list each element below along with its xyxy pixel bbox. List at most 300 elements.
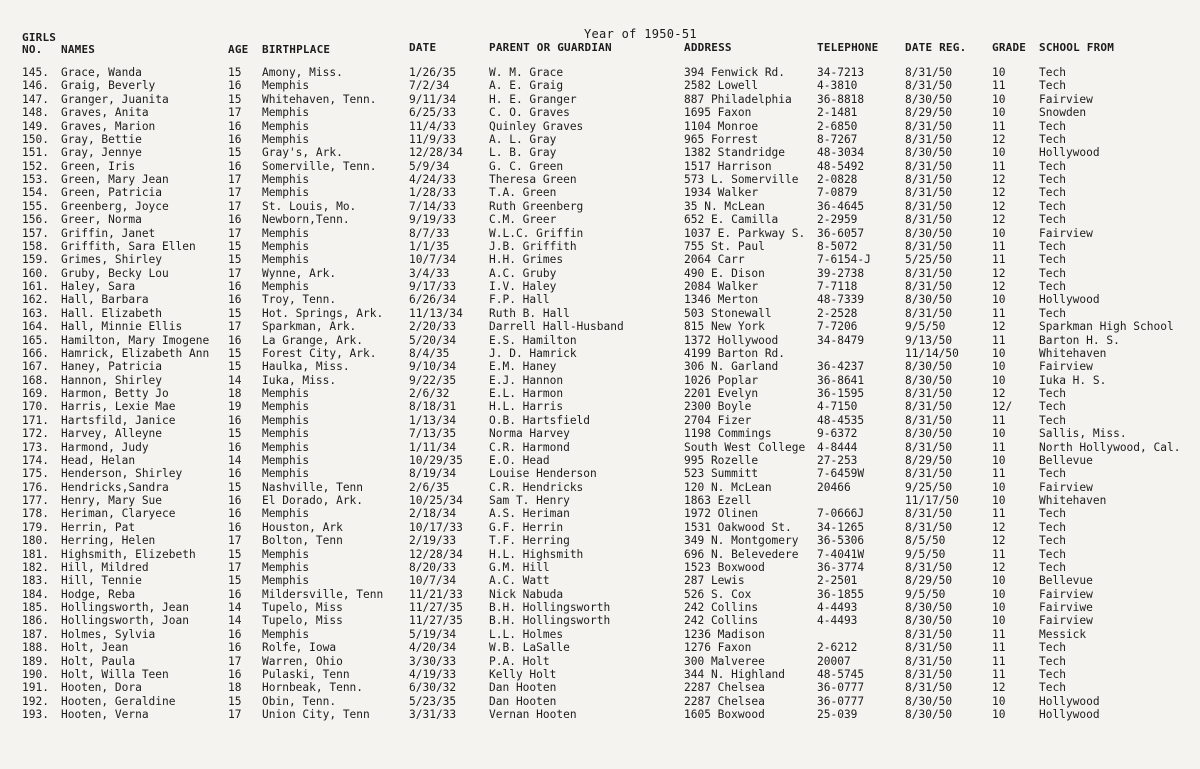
student-telephone: 48-4535 (817, 413, 865, 427)
student-school-from: Tech (1039, 266, 1066, 280)
student-age: 15 (228, 427, 242, 441)
student-age: 16 (228, 280, 242, 293)
student-telephone: 36-1855 (817, 587, 865, 601)
student-number: 193. (22, 708, 49, 721)
student-number: 170. (22, 400, 49, 414)
student-birthdate: 11/13/34 (409, 306, 463, 320)
student-grade: 10 (992, 601, 1006, 614)
student-number: 149. (22, 119, 49, 133)
table-row (0, 320, 1200, 333)
student-grade: 11 (992, 119, 1006, 133)
table-row (0, 561, 1200, 574)
student-birthplace: Pulaski, Tenn (262, 667, 350, 681)
student-grade: 12 (992, 266, 1006, 280)
student-name: Granger, Juanita (61, 92, 169, 106)
student-parent: B.H. Hollingsworth (489, 614, 611, 628)
student-birthplace: Memphis (262, 574, 310, 588)
student-date-reg: 8/29/50 (905, 453, 953, 467)
student-school-from: Hollywood (1039, 708, 1100, 721)
student-date-reg: 8/30/50 (905, 226, 953, 240)
student-telephone: 2-6850 (817, 119, 858, 133)
table-row (0, 708, 1200, 721)
student-grade: 11 (992, 440, 1006, 454)
student-address: 2084 Walker (684, 280, 759, 293)
student-date-reg: 8/31/50 (905, 66, 953, 79)
student-parent: A. E. Graig (489, 79, 564, 93)
header-date: DATE (409, 41, 437, 54)
student-school-from: Fairview (1039, 226, 1093, 240)
student-number: 181. (22, 547, 49, 561)
student-grade: 10 (992, 360, 1006, 374)
student-birthplace: Memphis (262, 507, 310, 521)
student-parent: E.L. Harmon (489, 387, 564, 400)
table-row (0, 454, 1200, 467)
student-number: 188. (22, 641, 49, 655)
student-number: 148. (22, 106, 49, 120)
student-parent: Dan Hooten (489, 681, 557, 695)
table-row (0, 213, 1200, 226)
student-telephone: 36-6057 (817, 226, 865, 240)
student-address: 1037 E. Parkway S. (684, 226, 806, 240)
student-telephone: 2-2959 (817, 213, 858, 227)
student-birthplace: Houston, Ark (262, 520, 343, 534)
student-school-from: Tech (1039, 654, 1066, 668)
student-telephone: 36-0777 (817, 694, 865, 708)
student-birthplace: Memphis (262, 239, 310, 253)
student-name: Hill, Mildred (61, 560, 149, 574)
student-school-from: Fairview (1039, 360, 1093, 374)
table-row (0, 374, 1200, 387)
student-parent: T.F. Herring (489, 534, 570, 548)
student-number: 164. (22, 320, 49, 334)
student-date-reg: 8/31/50 (905, 387, 953, 400)
student-name: Hollingsworth, Joan (61, 614, 189, 628)
student-parent: Vernan Hooten (489, 708, 577, 721)
student-telephone: 25-039 (817, 708, 858, 721)
student-age: 16 (228, 79, 242, 93)
student-birthdate: 12/28/34 (409, 547, 463, 561)
student-telephone: 2-2501 (817, 574, 858, 588)
student-grade: 11 (992, 654, 1006, 668)
header-age: AGE (228, 43, 249, 56)
student-name: Green, Iris (61, 159, 136, 173)
student-birthdate: 10/7/34 (409, 253, 457, 267)
student-name: Greenberg, Joyce (61, 199, 169, 213)
student-parent: H.H. Grimes (489, 253, 564, 267)
student-name: Graves, Anita (61, 106, 149, 120)
student-number: 150. (22, 132, 49, 146)
student-address: 1346 Merton (684, 293, 759, 307)
student-school-from: Tech (1039, 280, 1066, 293)
student-address: 2064 Carr (684, 253, 745, 267)
table-row (0, 614, 1200, 627)
student-parent: Ruth Greenberg (489, 199, 584, 213)
student-address: 1863 Ezell (684, 494, 752, 507)
student-school-from: Tech (1039, 520, 1066, 534)
header-telephone: TELEPHONE (817, 41, 879, 54)
student-birthdate: 4/20/34 (409, 641, 457, 655)
student-telephone: 34-1265 (817, 520, 865, 534)
student-number: 189. (22, 654, 49, 668)
student-address: 1198 Commings (684, 427, 772, 441)
student-address: 349 N. Montgomery (684, 534, 799, 548)
student-grade: 12 (992, 132, 1006, 146)
student-parent: Dan Hooten (489, 694, 557, 708)
student-parent: E.M. Haney (489, 360, 557, 374)
table-row (0, 387, 1200, 400)
student-address: 965 Forrest (684, 132, 759, 146)
student-age: 14 (228, 453, 242, 467)
student-name: Hamilton, Mary Imogene (61, 333, 210, 347)
student-school-from: Tech (1039, 199, 1066, 213)
student-birthplace: Forest City, Ark. (262, 346, 377, 360)
student-birthplace: Haulka, Miss. (262, 360, 350, 374)
student-number: 161. (22, 280, 49, 293)
student-age: 15 (228, 574, 242, 588)
student-school-from: Hollywood (1039, 694, 1100, 708)
student-date-reg: 8/31/50 (905, 627, 953, 641)
student-number: 175. (22, 467, 49, 481)
student-parent: H.L. Highsmith (489, 547, 584, 561)
student-telephone: 7-7118 (817, 280, 858, 293)
student-birthplace: Whitehaven, Tenn. (262, 92, 377, 106)
student-name: Hill, Tennie (61, 574, 142, 588)
student-school-from: Tech (1039, 186, 1066, 200)
student-telephone: 9-6372 (817, 427, 858, 441)
student-number: 180. (22, 534, 49, 548)
student-school-from: Tech (1039, 66, 1066, 79)
student-number: 147. (22, 92, 49, 106)
student-telephone: 48-5745 (817, 667, 865, 681)
student-telephone: 34-8479 (817, 333, 865, 347)
student-address: 300 Malveree (684, 654, 765, 668)
student-birthdate: 1/11/34 (409, 440, 457, 454)
student-age: 16 (228, 587, 242, 601)
student-birthdate: 3/30/33 (409, 654, 457, 668)
student-number: 176. (22, 480, 49, 494)
student-number: 157. (22, 226, 49, 240)
student-parent: Darrell Hall-Husband (489, 320, 624, 334)
student-birthdate: 2/20/33 (409, 320, 457, 334)
student-address: 523 Summitt (684, 467, 759, 481)
student-address: 1372 Hollywood (684, 333, 779, 347)
student-birthdate: 6/25/33 (409, 106, 457, 120)
student-school-from: Messick (1039, 627, 1087, 641)
student-grade: 11 (992, 413, 1006, 427)
student-birthdate: 7/13/35 (409, 427, 457, 441)
student-grade: 10 (992, 494, 1006, 507)
student-date-reg: 8/31/50 (905, 132, 953, 146)
header-names: NAMES (61, 43, 96, 56)
table-row (0, 253, 1200, 266)
student-birthdate: 8/20/33 (409, 560, 457, 574)
student-grade: 10 (992, 373, 1006, 387)
student-date-reg: 8/31/50 (905, 560, 953, 574)
student-birthplace: Memphis (262, 186, 310, 200)
header-grade: GRADE (992, 41, 1027, 54)
table-row (0, 120, 1200, 133)
student-birthdate: 7/14/33 (409, 199, 457, 213)
student-date-reg: 8/30/50 (905, 601, 953, 614)
table-row (0, 106, 1200, 119)
student-grade: 12 (992, 213, 1006, 227)
student-name: Hodge, Reba (61, 587, 136, 601)
year-title: Year of 1950-51 (584, 27, 697, 41)
student-birthdate: 8/4/35 (409, 346, 450, 360)
student-address: 2201 Evelyn (684, 387, 759, 400)
student-grade: 10 (992, 293, 1006, 307)
student-grade: 11 (992, 159, 1006, 173)
student-telephone: 2-0828 (817, 173, 858, 186)
table-row (0, 240, 1200, 253)
student-address: 1236 Madison (684, 627, 765, 641)
student-telephone: 34-7213 (817, 66, 865, 79)
student-name: Green, Patricia (61, 186, 163, 200)
student-birthplace: Memphis (262, 400, 310, 414)
student-name: Graves, Marion (61, 119, 156, 133)
student-address: 120 N. McLean (684, 480, 772, 494)
student-parent: J. D. Hamrick (489, 346, 577, 360)
student-name: Hall, Minnie Ellis (61, 320, 183, 334)
student-date-reg: 9/5/50 (905, 547, 946, 561)
student-grade: 10 (992, 146, 1006, 160)
student-school-from: Tech (1039, 641, 1066, 655)
student-date-reg: 8/30/50 (905, 293, 953, 307)
student-birthdate: 8/7/33 (409, 226, 450, 240)
student-telephone: 48-3034 (817, 146, 865, 160)
table-row (0, 548, 1200, 561)
student-date-reg: 8/5/50 (905, 534, 946, 548)
student-name: Greer, Norma (61, 213, 142, 227)
student-telephone: 4-7150 (817, 400, 858, 414)
student-birthdate: 2/6/32 (409, 387, 450, 400)
student-date-reg: 8/30/50 (905, 373, 953, 387)
student-name: Holt, Willa Teen (61, 667, 169, 681)
student-age: 17 (228, 534, 242, 548)
student-age: 16 (228, 494, 242, 507)
student-birthplace: Memphis (262, 560, 310, 574)
student-telephone: 7-0666J (817, 507, 865, 521)
student-parent: G.M. Hill (489, 560, 550, 574)
student-age: 17 (228, 226, 242, 240)
student-grade: 11 (992, 239, 1006, 253)
table-row (0, 186, 1200, 199)
student-age: 15 (228, 239, 242, 253)
student-address: 1934 Walker (684, 186, 759, 200)
student-date-reg: 8/31/50 (905, 641, 953, 655)
student-age: 14 (228, 601, 242, 614)
student-birthplace: Tupelo, Miss (262, 601, 343, 614)
student-parent: C.R. Harmond (489, 440, 570, 454)
table-row (0, 574, 1200, 587)
student-school-from: Fairview (1039, 587, 1093, 601)
student-name: Hollingsworth, Jean (61, 601, 189, 614)
student-name: Griffin, Janet (61, 226, 156, 240)
student-birthplace: Bolton, Tenn (262, 534, 343, 548)
header-parent: PARENT OR GUARDIAN (489, 41, 612, 54)
student-grade: 11 (992, 547, 1006, 561)
table-row (0, 534, 1200, 547)
student-number: 182. (22, 560, 49, 574)
student-school-from: Tech (1039, 507, 1066, 521)
student-date-reg: 8/31/50 (905, 239, 953, 253)
student-date-reg: 8/31/50 (905, 467, 953, 481)
student-parent: G. C. Green (489, 159, 564, 173)
student-birthdate: 5/23/35 (409, 694, 457, 708)
student-birthdate: 11/4/33 (409, 119, 457, 133)
student-telephone: 4-3810 (817, 79, 858, 93)
table-row (0, 280, 1200, 293)
student-name: Green, Mary Jean (61, 173, 169, 186)
student-parent: P.A. Holt (489, 654, 550, 668)
student-number: 145. (22, 66, 49, 79)
student-birthplace: Memphis (262, 79, 310, 93)
table-row (0, 641, 1200, 654)
student-date-reg: 8/31/50 (905, 79, 953, 93)
student-birthplace: Nashville, Tenn (262, 480, 364, 494)
student-date-reg: 8/30/50 (905, 427, 953, 441)
student-address: 503 Stonewall (684, 306, 772, 320)
student-address: 815 New York (684, 320, 765, 334)
student-date-reg: 9/5/50 (905, 320, 946, 334)
student-age: 14 (228, 614, 242, 628)
student-address: 755 St. Paul (684, 239, 765, 253)
student-school-from: Tech (1039, 667, 1066, 681)
student-number: 187. (22, 627, 49, 641)
student-birthdate: 2/18/34 (409, 507, 457, 521)
student-number: 166. (22, 346, 49, 360)
student-number: 178. (22, 507, 49, 521)
student-age: 17 (228, 199, 242, 213)
student-birthplace: Newborn,Tenn. (262, 213, 350, 227)
student-name: Highsmith, Elizebeth (61, 547, 196, 561)
student-age: 15 (228, 253, 242, 267)
student-parent: W.L.C. Griffin (489, 226, 584, 240)
student-birthplace: Somerville, Tenn. (262, 159, 377, 173)
student-birthplace: El Dorado, Ark. (262, 494, 364, 507)
student-birthdate: 9/19/33 (409, 213, 457, 227)
student-school-from: Tech (1039, 681, 1066, 695)
student-parent: A. L. Gray (489, 132, 557, 146)
student-birthdate: 5/9/34 (409, 159, 450, 173)
student-telephone: 36-4645 (817, 199, 865, 213)
student-birthdate: 10/7/34 (409, 574, 457, 588)
student-birthdate: 2/19/33 (409, 534, 457, 548)
student-birthdate: 4/19/33 (409, 667, 457, 681)
student-date-reg: 8/31/50 (905, 413, 953, 427)
student-date-reg: 5/25/50 (905, 253, 953, 267)
student-parent: Ruth B. Hall (489, 306, 570, 320)
student-grade: 10 (992, 66, 1006, 79)
student-name: Griffith, Sara Ellen (61, 239, 196, 253)
student-number: 174. (22, 453, 49, 467)
student-age: 15 (228, 146, 242, 160)
student-birthplace: Memphis (262, 226, 310, 240)
student-age: 17 (228, 173, 242, 186)
student-school-from: Tech (1039, 213, 1066, 227)
student-grade: 11 (992, 467, 1006, 481)
student-grade: 10 (992, 694, 1006, 708)
table-row (0, 133, 1200, 146)
student-date-reg: 8/29/50 (905, 106, 953, 120)
student-birthplace: Memphis (262, 413, 310, 427)
student-address: 4199 Barton Rd. (684, 346, 786, 360)
student-name: Haley, Sara (61, 280, 136, 293)
student-parent: C. O. Graves (489, 106, 570, 120)
student-grade: 11 (992, 507, 1006, 521)
table-row (0, 441, 1200, 454)
student-age: 17 (228, 106, 242, 120)
student-age: 16 (228, 213, 242, 227)
student-age: 16 (228, 667, 242, 681)
student-name: Hannon, Shirley (61, 373, 163, 387)
student-telephone: 4-4493 (817, 614, 858, 628)
table-row (0, 588, 1200, 601)
student-parent: J.B. Griffith (489, 239, 577, 253)
student-birthdate: 6/30/32 (409, 681, 457, 695)
student-birthplace: Gray's, Ark. (262, 146, 343, 160)
student-birthdate: 2/6/35 (409, 480, 450, 494)
student-name: Hooten, Dora (61, 681, 142, 695)
student-telephone: 39-2738 (817, 266, 865, 280)
student-birthplace: Memphis (262, 440, 310, 454)
student-birthdate: 8/19/34 (409, 467, 457, 481)
student-number: 185. (22, 601, 49, 614)
student-school-from: Tech (1039, 387, 1066, 400)
student-school-from: Tech (1039, 159, 1066, 173)
student-school-from: Whitehaven (1039, 346, 1107, 360)
student-date-reg: 8/31/50 (905, 440, 953, 454)
student-school-from: Snowden (1039, 106, 1087, 120)
student-parent: O.B. Hartsfield (489, 413, 591, 427)
student-address: 2704 Fizer (684, 413, 752, 427)
table-row (0, 173, 1200, 186)
student-number: 160. (22, 266, 49, 280)
student-birthplace: Memphis (262, 547, 310, 561)
student-age: 18 (228, 387, 242, 400)
student-grade: 10 (992, 346, 1006, 360)
table-row (0, 200, 1200, 213)
student-birthdate: 3/4/33 (409, 266, 450, 280)
student-date-reg: 8/30/50 (905, 694, 953, 708)
student-age: 16 (228, 413, 242, 427)
student-address: 1523 Boxwood (684, 560, 765, 574)
student-birthplace: Memphis (262, 173, 310, 186)
student-telephone: 36-8641 (817, 373, 865, 387)
student-telephone: 36-0777 (817, 681, 865, 695)
student-address: 1276 Faxon (684, 641, 752, 655)
table-row (0, 227, 1200, 240)
student-parent: T.A. Green (489, 186, 557, 200)
student-grade: 10 (992, 587, 1006, 601)
student-name: Hamrick, Elizabeth Ann (61, 346, 210, 360)
table-row (0, 293, 1200, 306)
student-date-reg: 8/31/50 (905, 266, 953, 280)
student-grade: 11 (992, 667, 1006, 681)
student-telephone: 27-253 (817, 453, 858, 467)
student-address: 1972 Olinen (684, 507, 759, 521)
student-school-from: Bellevue (1039, 574, 1093, 588)
student-age: 16 (228, 641, 242, 655)
student-age: 16 (228, 520, 242, 534)
student-telephone: 48-7339 (817, 293, 865, 307)
student-birthplace: Tupelo, Miss (262, 614, 343, 628)
table-row (0, 494, 1200, 507)
student-birthdate: 7/2/34 (409, 79, 450, 93)
student-name: Holmes, Sylvia (61, 627, 156, 641)
student-name: Gray, Bettie (61, 132, 142, 146)
student-birthplace: Iuka, Miss. (262, 373, 337, 387)
